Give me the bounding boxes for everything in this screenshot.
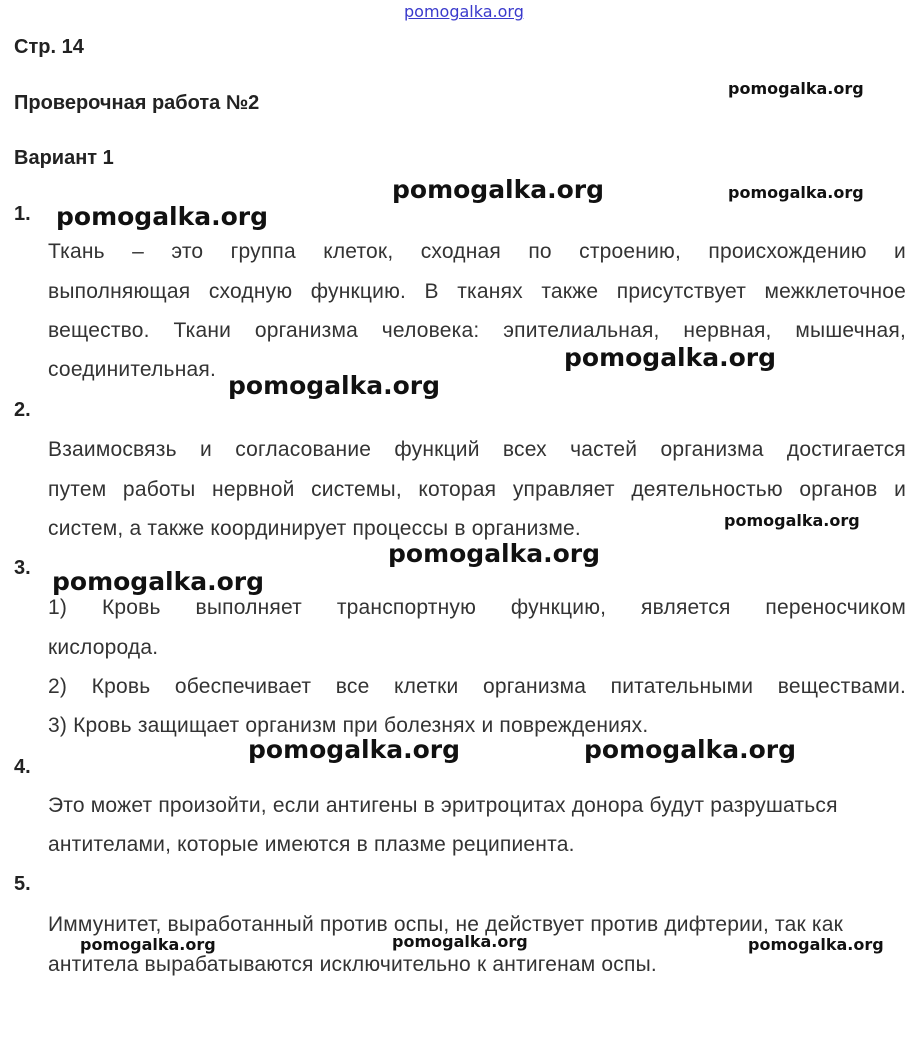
answer-line: выполняющая сходную функцию. В тканях также присутствует межклеточное [48,280,906,303]
watermark: pomogalka.org [392,175,605,204]
answer-line: Это может произойти, если антигены в эритроцитах донора будут разрушаться [48,794,838,817]
answer-line: Иммунитет, выработанный против оспы, не действует против дифтерии, так как [48,913,844,936]
section-number: 2. [14,399,31,421]
watermark: pomogalka.org [564,343,777,372]
watermark: pomogalka.org [56,202,269,231]
section-number: 4. [14,756,31,778]
answer-line: антителами, которые имеются в плазме реципиента. [48,833,575,856]
page-number: Стр. 14 [14,36,84,58]
answer-line: 1) Кровь выполняет транспортную функцию, является переносчиком [48,596,906,619]
section-number: 5. [14,873,31,895]
watermark: pomogalka.org [52,567,265,596]
section-number: 3. [14,557,31,579]
answer-line: антитела вырабатываются исключительно к антигенам оспы. [48,953,657,976]
watermark: pomogalka.org [728,79,864,98]
watermark: pomogalka.org [728,183,864,202]
watermark: pomogalka.org [724,511,860,530]
watermark: pomogalka.org [584,735,797,764]
answer-line: 2) Кровь обеспечивает все клетки организма питательными веществами. [48,675,906,698]
page-title: Проверочная работа №2 [14,92,260,114]
watermark-top-link[interactable]: pomogalka.org [404,2,524,21]
variant-heading: Вариант 1 [14,147,114,169]
watermark: pomogalka.org [392,932,528,951]
section-number: 1. [14,203,31,225]
answer-line: путем работы нервной системы, которая управляет деятельностью органов и [48,478,906,501]
watermark: pomogalka.org [80,935,216,954]
watermark: pomogalka.org [748,935,884,954]
answer-line: Ткань – это группа клеток, сходная по строению, происхождению и [48,240,906,263]
answer-line: вещество. Ткани организма человека: эпителиальная, нервная, мышечная, [48,319,906,342]
watermark: pomogalka.org [228,371,441,400]
watermark: pomogalka.org [388,539,601,568]
answer-line: систем, а также координирует процессы в организме. [48,517,581,540]
answer-line: 3) Кровь защищает организм при болезнях и повреждениях. [48,714,649,737]
watermark: pomogalka.org [248,735,461,764]
answer-line: соединительная. [48,358,216,381]
answer-line: кислорода. [48,636,159,659]
answer-line: Взаимосвязь и согласование функций всех частей организма достигается [48,438,906,461]
